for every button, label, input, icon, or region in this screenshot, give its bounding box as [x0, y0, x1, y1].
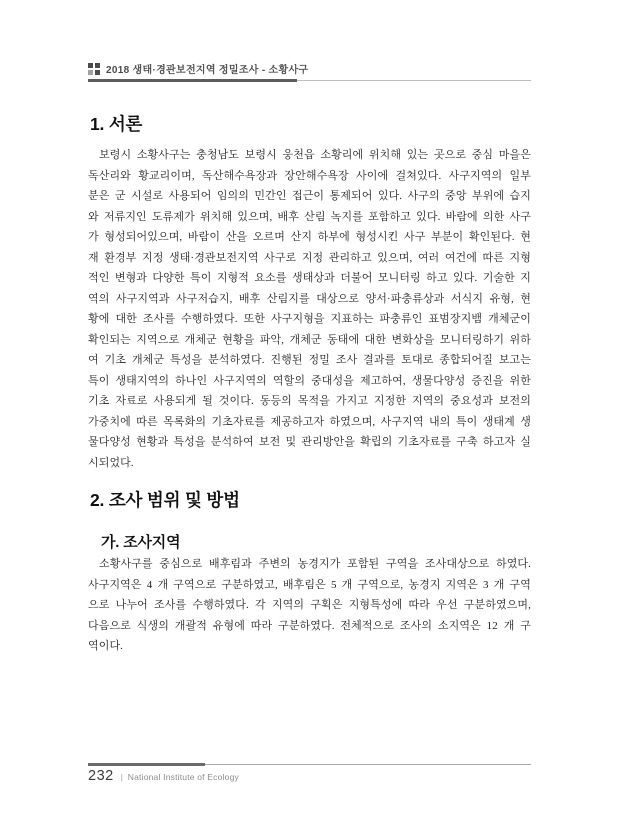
- section-1-title: 1. 서론: [90, 114, 143, 134]
- text-line: 가중치에 따른 목록화의 기초자료를 제공하고자 하였으며, 사구지역 내의 특이 생태계 생: [88, 415, 531, 428]
- four-dots-grid-icon: [88, 63, 100, 75]
- subsection-ga-title: 가. 조사지역: [101, 534, 181, 551]
- text-line: 역이다.: [88, 640, 124, 652]
- text-line: 재 환경부 지정 생태·경관보전지역 사구로 지정 관리하고 있으며, 여러 여건에 따른 지형: [88, 251, 531, 264]
- section-2-title: 2. 조사 범위 및 방법: [90, 490, 240, 510]
- text-line: 으로 나누어 조사를 수행하였다. 각 지역의 구획은 지형특성에 따라 우선 구분하였으며,: [88, 599, 531, 611]
- running-header-title: 2018 생태·경관보전지역 정밀조사 - 소황사구: [106, 65, 309, 76]
- text-line: 물다양성 현황과 특성을 분석하여 보전 및 관리방안을 확립의 기초자료를 구축 하고자 실: [88, 436, 531, 448]
- header-rule: [88, 79, 531, 82]
- text-line: 소황사구를 중심으로 배후림과 주변의 농경지가 포함된 구역을 조사대상으로 하였다.: [99, 558, 531, 570]
- text-line: 시되었다.: [88, 456, 134, 469]
- text-line: 다음으로 식생의 개괄적 유형에 따라 구분하였다. 전체적으로 조사의 소지역은 12 개 구: [88, 619, 531, 632]
- text-line: 황에 대한 조사를 수행하였다. 또한 사구지형을 지표하는 파충류인 표범장지뱀 개체군이: [88, 313, 531, 325]
- text-line: 적인 변형과 다양한 특이 지형적 요소를 생태상과 더불어 모니터링 하고 있다. 기술한 지: [88, 272, 531, 284]
- text-line: 여 기초 개체군 특성을 분석하였다. 진행된 정밀 조사 결과를 토대로 종합되어질 보고는: [88, 354, 531, 366]
- section-1-paragraph: [88, 145, 531, 473]
- subsection-ga-paragraph: [88, 554, 531, 657]
- text-line: 기초 자료로 사용되게 될 것이다. 동등의 목적을 가지고 지정한 지역의 중요성과 보전의: [88, 395, 531, 407]
- text-line: 와 저류지인 도류제가 위치해 있으며, 배후 산림 녹지를 포함하고 있다. 바람에 의한 사구: [88, 210, 531, 223]
- text-line: 사구지역은 4 개 구역으로 구분하였고, 배후림은 5 개 구역으로, 농경지 지역은 3 개 구역: [88, 578, 531, 591]
- footer-rule: [88, 763, 531, 766]
- text-line: 독산리와 황교리이며, 독산해수욕장과 장안해수욕장 사이에 걸쳐있다. 사구지역의 일부: [88, 169, 531, 182]
- text-line: 확인되는 지역으로 개체군 현황을 파악, 개체군 동태에 대한 변화상을 모니터링하기 위하: [88, 333, 531, 346]
- text-line: 가 형성되어있으며, 바람이 산을 오르며 산지 하부에 형성시킨 사구 부분이 확인된다. 현: [88, 231, 531, 243]
- page-number: 232: [88, 768, 114, 784]
- footer-divider: |: [120, 773, 123, 782]
- text-line: 특이 생태지역의 하나인 사구지역의 역할의 중대성을 제고하여, 생물다양성 증진을 위한: [88, 374, 531, 387]
- institute-name: National Institute of Ecology: [127, 772, 239, 782]
- text-line: 역의 사구지역과 사구저습지, 배후 산림지를 대상으로 양서·파충류상과 서식지 유형, 현: [88, 292, 531, 305]
- running-header: [88, 61, 531, 76]
- page-footer: [88, 768, 531, 784]
- text-line: 분은 군 시설로 사용되어 임의의 민간인 접근이 통제되어 있다. 사구의 중앙 부위에 습지: [88, 190, 531, 202]
- text-line: 보령시 소황사구는 충청남도 보령시 웅천읍 소황리에 위치해 있는 곳으로 중심 마을은: [99, 149, 531, 161]
